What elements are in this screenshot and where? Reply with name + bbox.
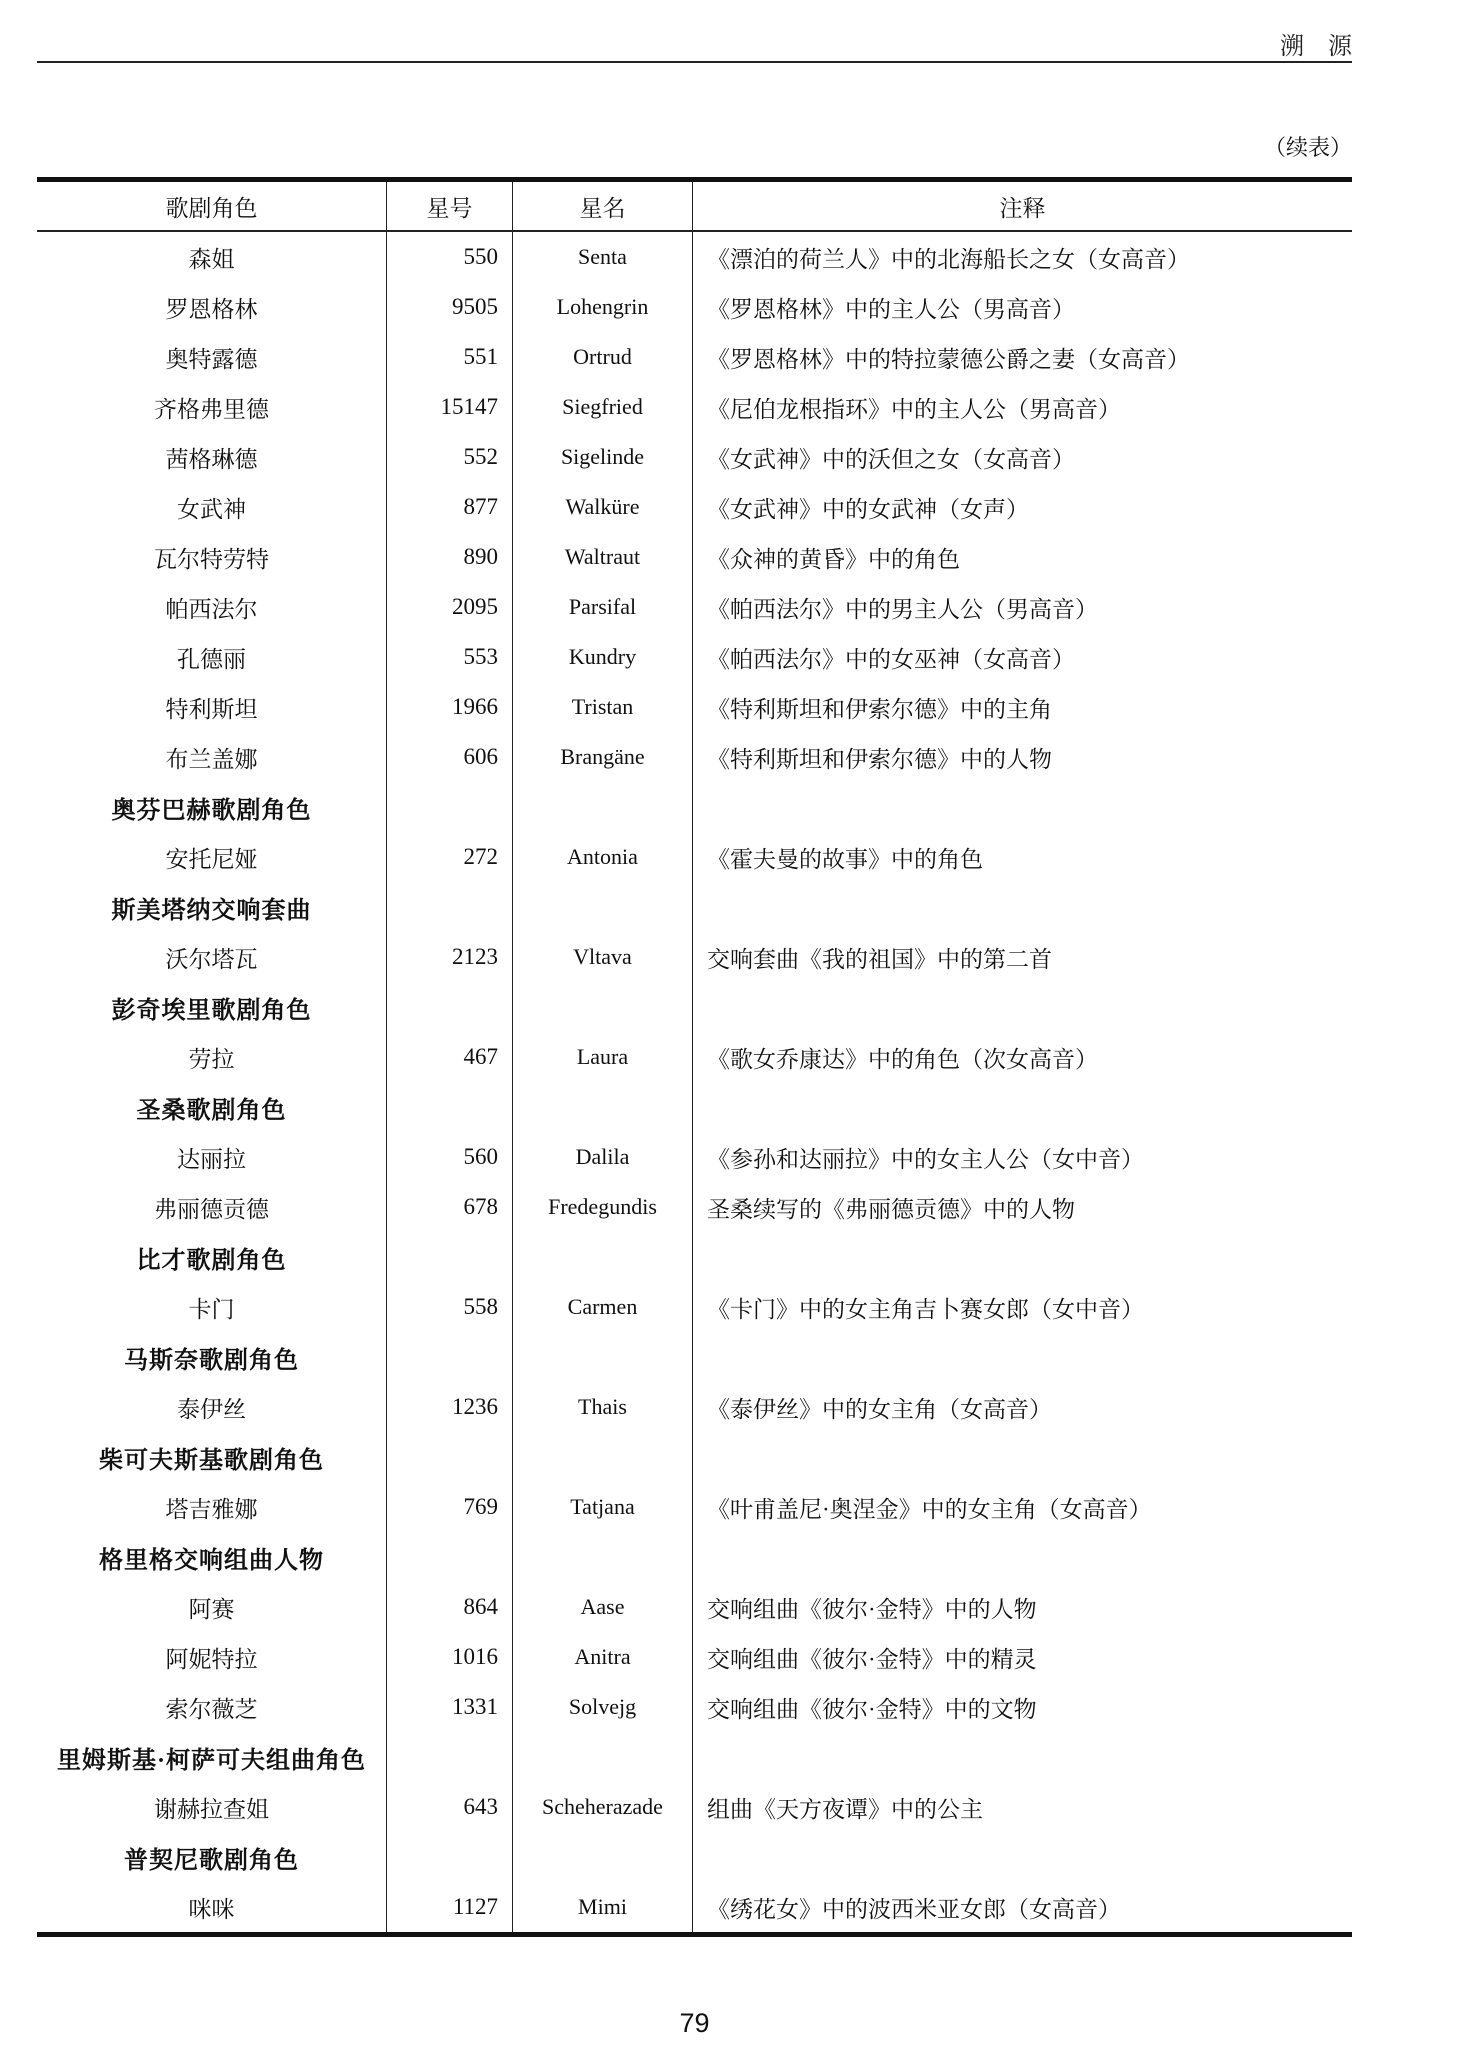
asteroid-number-cell: 606	[387, 732, 513, 782]
section-header-cell: 里姆斯基·柯萨可夫组曲角色	[37, 1732, 387, 1782]
table-row	[37, 1632, 1352, 1682]
opera-role-cell: 茜格琳德	[37, 432, 387, 482]
asteroid-number-cell: 558	[387, 1282, 513, 1332]
opera-role-cell: 泰伊丝	[37, 1382, 387, 1432]
opera-role-cell: 卡门	[37, 1282, 387, 1332]
note-cell: 《尼伯龙根指环》中的主人公（男高音）	[707, 396, 1121, 422]
asteroid-number-cell	[387, 1732, 513, 1782]
note-cell	[693, 1732, 1352, 1782]
table-row	[37, 1782, 1352, 1832]
asteroid-name-cell: Aase	[513, 1582, 693, 1632]
asteroid-name-cell: Walküre	[513, 482, 693, 532]
asteroid-name-cell: Carmen	[513, 1282, 693, 1332]
note-cell: 组曲《天方夜谭》中的公主	[707, 1796, 983, 1822]
asteroid-name-cell: Laura	[513, 1032, 693, 1082]
opera-asteroid-table	[37, 177, 1352, 1937]
section-header-cell: 柴可夫斯基歌剧角色	[37, 1432, 387, 1482]
note-cell: 《帕西法尔》中的女巫神（女高音）	[707, 646, 1075, 672]
asteroid-name-cell: Senta	[513, 232, 693, 282]
asteroid-number-cell	[387, 1232, 513, 1282]
section-header-cell: 彭奇埃里歌剧角色	[37, 982, 387, 1032]
asteroid-name-cell: Sigelinde	[513, 432, 693, 482]
table-row	[37, 282, 1352, 332]
opera-role-cell: 安托尼娅	[37, 832, 387, 882]
opera-role-cell: 帕西法尔	[37, 582, 387, 632]
opera-role-cell: 阿妮特拉	[37, 1632, 387, 1682]
asteroid-number-cell: 1236	[387, 1382, 513, 1432]
note-cell: 《罗恩格林》中的特拉蒙德公爵之妻（女高音）	[707, 346, 1190, 372]
note-cell: 《歌女乔康达》中的角色（次女高音）	[707, 1046, 1098, 1072]
table-row	[37, 682, 1352, 732]
table-row	[37, 1332, 1352, 1382]
note-cell	[693, 1532, 1352, 1582]
table-row	[37, 1832, 1352, 1882]
column-header-opera-role: 歌剧角色	[37, 182, 387, 230]
asteroid-number-cell: 272	[387, 832, 513, 882]
asteroid-name-cell: Anitra	[513, 1632, 693, 1682]
asteroid-name-cell: Mimi	[513, 1882, 693, 1932]
asteroid-number-cell: 2123	[387, 932, 513, 982]
asteroid-name-cell: Solvejg	[513, 1682, 693, 1732]
section-header-cell: 普契尼歌剧角色	[37, 1832, 387, 1882]
note-cell: 《女武神》中的沃但之女（女高音）	[707, 446, 1075, 472]
asteroid-name-cell: Antonia	[513, 832, 693, 882]
table-row	[37, 432, 1352, 482]
asteroid-number-cell: 550	[387, 232, 513, 282]
asteroid-name-cell: Fredegundis	[513, 1182, 693, 1232]
table-row	[37, 1282, 1352, 1332]
asteroid-name-cell	[513, 1732, 693, 1782]
note-cell	[693, 1332, 1352, 1382]
column-header-note: 注释	[999, 195, 1046, 221]
asteroid-number-cell: 643	[387, 1782, 513, 1832]
note-cell: 交响组曲《彼尔·金特》中的精灵	[707, 1646, 1037, 1672]
asteroid-number-cell: 1966	[387, 682, 513, 732]
note-cell: 《泰伊丝》中的女主角（女高音）	[707, 1396, 1052, 1422]
asteroid-number-cell: 1016	[387, 1632, 513, 1682]
opera-role-cell: 阿赛	[37, 1582, 387, 1632]
asteroid-number-cell: 553	[387, 632, 513, 682]
asteroid-name-cell	[513, 982, 693, 1032]
opera-role-cell: 沃尔塔瓦	[37, 932, 387, 982]
asteroid-number-cell: 2095	[387, 582, 513, 632]
note-cell: 《霍夫曼的故事》中的角色	[707, 846, 983, 872]
asteroid-number-cell	[387, 1082, 513, 1132]
table-row	[37, 382, 1352, 432]
asteroid-name-cell: Vltava	[513, 932, 693, 982]
table-row	[37, 1882, 1352, 1932]
asteroid-number-cell	[387, 1832, 513, 1882]
note-cell: 《叶甫盖尼·奥涅金》中的女主角（女高音）	[707, 1496, 1152, 1522]
asteroid-name-cell	[513, 1832, 693, 1882]
note-cell: 《漂泊的荷兰人》中的北海船长之女（女高音）	[707, 246, 1190, 272]
table-row	[37, 732, 1352, 782]
opera-role-cell: 孔德丽	[37, 632, 387, 682]
note-cell	[693, 1832, 1352, 1882]
table-row	[37, 632, 1352, 682]
note-cell: 《卡门》中的女主角吉卜赛女郎（女中音）	[707, 1296, 1144, 1322]
asteroid-number-cell	[387, 982, 513, 1032]
note-cell	[693, 982, 1352, 1032]
table-row	[37, 832, 1352, 882]
asteroid-name-cell: Waltraut	[513, 532, 693, 582]
section-header-cell: 奥芬巴赫歌剧角色	[37, 782, 387, 832]
asteroid-number-cell: 769	[387, 1482, 513, 1532]
opera-role-cell: 女武神	[37, 482, 387, 532]
column-header-asteroid-name: 星名	[513, 182, 693, 230]
asteroid-name-cell	[513, 1432, 693, 1482]
page-number: 79	[679, 2008, 710, 2038]
asteroid-name-cell	[513, 882, 693, 932]
asteroid-number-cell	[387, 1432, 513, 1482]
opera-role-cell: 谢赫拉查姐	[37, 1782, 387, 1832]
note-cell: 《罗恩格林》中的主人公（男高音）	[707, 296, 1075, 322]
note-cell: 交响套曲《我的祖国》中的第二首	[707, 946, 1052, 972]
asteroid-name-cell	[513, 1332, 693, 1382]
table-row	[37, 332, 1352, 382]
asteroid-name-cell: Lohengrin	[513, 282, 693, 332]
asteroid-number-cell	[387, 882, 513, 932]
asteroid-name-cell: Kundry	[513, 632, 693, 682]
opera-role-cell: 奥特露德	[37, 332, 387, 382]
asteroid-name-cell: Thais	[513, 1382, 693, 1432]
asteroid-name-cell: Ortrud	[513, 332, 693, 382]
asteroid-number-cell: 9505	[387, 282, 513, 332]
asteroid-number-cell	[387, 1532, 513, 1582]
asteroid-name-cell: Parsifal	[513, 582, 693, 632]
table-row	[37, 1532, 1352, 1582]
table-row	[37, 1682, 1352, 1732]
asteroid-number-cell: 467	[387, 1032, 513, 1082]
asteroid-name-cell: Siegfried	[513, 382, 693, 432]
table-row	[37, 1732, 1352, 1782]
table-header-row	[37, 182, 1352, 232]
asteroid-number-cell: 890	[387, 532, 513, 582]
asteroid-number-cell: 552	[387, 432, 513, 482]
table-row	[37, 532, 1352, 582]
asteroid-name-cell: Tatjana	[513, 1482, 693, 1532]
asteroid-name-cell: Tristan	[513, 682, 693, 732]
table-row	[37, 982, 1352, 1032]
asteroid-number-cell: 1127	[387, 1882, 513, 1932]
opera-role-cell: 瓦尔特劳特	[37, 532, 387, 582]
asteroid-name-cell	[513, 1082, 693, 1132]
table-row	[37, 882, 1352, 932]
asteroid-number-cell	[387, 1332, 513, 1382]
table-row	[37, 1582, 1352, 1632]
opera-role-cell: 特利斯坦	[37, 682, 387, 732]
note-cell: 《特利斯坦和伊索尔德》中的人物	[707, 746, 1052, 772]
opera-role-cell: 齐格弗里德	[37, 382, 387, 432]
asteroid-number-cell: 678	[387, 1182, 513, 1232]
table-row	[37, 1182, 1352, 1232]
table-body	[37, 232, 1352, 1932]
note-cell: 交响组曲《彼尔·金特》中的文物	[707, 1696, 1037, 1722]
table-row	[37, 1232, 1352, 1282]
table-row	[37, 232, 1352, 282]
table-row	[37, 482, 1352, 532]
note-cell: 交响组曲《彼尔·金特》中的人物	[707, 1596, 1037, 1622]
asteroid-name-cell: Dalila	[513, 1132, 693, 1182]
table-row	[37, 1132, 1352, 1182]
asteroid-name-cell	[513, 1232, 693, 1282]
opera-role-cell: 罗恩格林	[37, 282, 387, 332]
note-cell	[693, 882, 1352, 932]
table-row	[37, 782, 1352, 832]
note-cell: 《帕西法尔》中的男主人公（男高音）	[707, 596, 1098, 622]
asteroid-number-cell: 560	[387, 1132, 513, 1182]
note-cell: 圣桑续写的《弗丽德贡德》中的人物	[707, 1196, 1075, 1222]
opera-role-cell: 咪咪	[37, 1882, 387, 1932]
opera-role-cell: 塔吉雅娜	[37, 1482, 387, 1532]
note-cell: 《女武神》中的女武神（女声）	[707, 496, 1029, 522]
table-row	[37, 1482, 1352, 1532]
asteroid-number-cell: 15147	[387, 382, 513, 432]
asteroid-name-cell: Brangäne	[513, 732, 693, 782]
column-header-asteroid-number: 星号	[387, 182, 513, 230]
table-row	[37, 1382, 1352, 1432]
table-row	[37, 1432, 1352, 1482]
note-cell: 《参孙和达丽拉》中的女主人公（女中音）	[707, 1146, 1144, 1172]
continued-table-label: （续表）	[1263, 135, 1352, 160]
asteroid-number-cell	[387, 782, 513, 832]
running-head: 溯 源	[1280, 34, 1352, 60]
asteroid-name-cell	[513, 1532, 693, 1582]
table-row	[37, 1082, 1352, 1132]
opera-role-cell: 索尔薇芝	[37, 1682, 387, 1732]
table-row	[37, 582, 1352, 632]
asteroid-number-cell: 1331	[387, 1682, 513, 1732]
note-cell	[693, 1232, 1352, 1282]
opera-role-cell: 森姐	[37, 232, 387, 282]
asteroid-number-cell: 877	[387, 482, 513, 532]
section-header-cell: 斯美塔纳交响套曲	[37, 882, 387, 932]
header-rule	[37, 61, 1352, 63]
opera-role-cell: 布兰盖娜	[37, 732, 387, 782]
asteroid-number-cell: 864	[387, 1582, 513, 1632]
opera-role-cell: 劳拉	[37, 1032, 387, 1082]
section-header-cell: 格里格交响组曲人物	[37, 1532, 387, 1582]
note-cell: 《众神的黄昏》中的角色	[707, 546, 960, 572]
asteroid-number-cell: 551	[387, 332, 513, 382]
opera-role-cell: 弗丽德贡德	[37, 1182, 387, 1232]
table-row	[37, 932, 1352, 982]
section-header-cell: 圣桑歌剧角色	[37, 1082, 387, 1132]
section-header-cell: 比才歌剧角色	[37, 1232, 387, 1282]
note-cell: 《绣花女》中的波西米亚女郎（女高音）	[707, 1896, 1121, 1922]
asteroid-name-cell: Scheherazade	[513, 1782, 693, 1832]
asteroid-name-cell	[513, 782, 693, 832]
table-row	[37, 1032, 1352, 1082]
note-cell	[693, 1082, 1352, 1132]
note-cell: 《特利斯坦和伊索尔德》中的主角	[707, 696, 1052, 722]
note-cell	[693, 782, 1352, 832]
section-header-cell: 马斯奈歌剧角色	[37, 1332, 387, 1382]
opera-role-cell: 达丽拉	[37, 1132, 387, 1182]
note-cell	[693, 1432, 1352, 1482]
